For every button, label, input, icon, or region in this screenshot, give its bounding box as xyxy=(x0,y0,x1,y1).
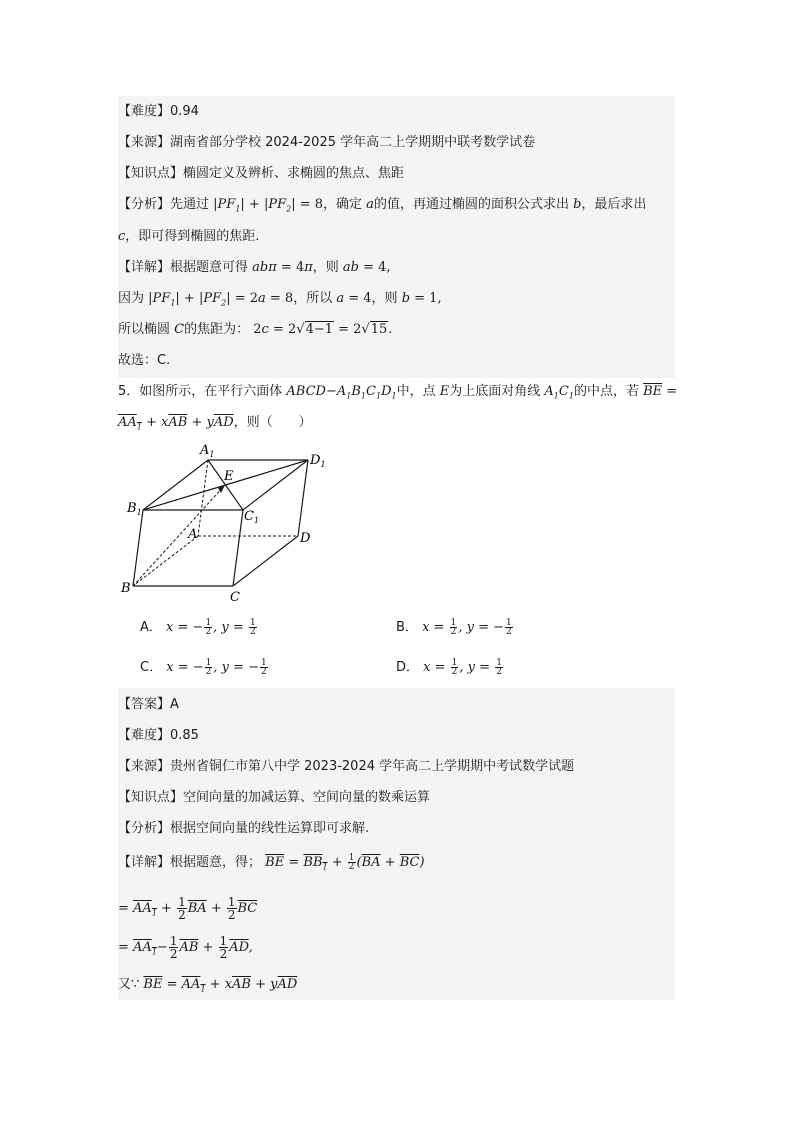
answer-detail-line3: = $AA_1-$ $\frac{1}{2}$ $\overline{AB}$ + $\frac{1}{2}$ $\overline{AD}$, xyxy=(118,934,253,961)
answer-source: 【来源】贵州省铜仁市第八中学 2023-2024 学年高二上学期期中考试数学试题 xyxy=(118,759,575,774)
question-line1: 5．如图所示，在平行六面体 $ABCD-A_1B_1C_1D_1$中，点 E为上底面对角线 $A_1C_1$的中点，若 $\overline{BE}$ = xyxy=(118,384,678,401)
prev-choice: 故选：C. xyxy=(118,353,171,368)
answer-detail-line4: 又∵ $\overline{BE} = AA_1 + x\overline{AB} + y\overline{AD}$ xyxy=(118,977,298,994)
option-d[interactable]: D． x = $\frac{1}{2}$ , y = $\frac{1}{2}$ xyxy=(396,658,502,677)
answer-block xyxy=(118,688,675,1000)
label-A1: $A_1$ xyxy=(200,443,215,459)
label-C1: $C_1$ xyxy=(244,509,260,525)
prev-analysis-line1: 【分析】先通过 $|PF_1| + |PF_2| = 8$，确定 a的值，再通过椭圆的面积公式求出 b，最后求出 xyxy=(118,197,647,214)
prev-solution-block xyxy=(118,96,675,378)
answer-knowledge: 【知识点】空间向量的加减运算、空间向量的数乘运算 xyxy=(118,790,431,805)
option-b[interactable]: B． x = $\frac{1}{2}$ , y = − $\frac{1}{2}$ xyxy=(396,618,512,637)
label-D: D xyxy=(300,531,311,546)
prev-because-line: 因为 $|PF_1| + |PF_2| = 2a = 8$，所以 a = 4，则 b = 1, xyxy=(118,291,442,308)
prev-analysis-line2: c，即可得到椭圆的焦距. xyxy=(118,229,260,244)
prev-source: 【来源】湖南省部分学校 2024-2025 学年高二上学期期中联考数学试卷 xyxy=(118,135,536,150)
label-B: B xyxy=(121,581,131,596)
prev-so-line: 所以椭圆 C的焦距为： 2c = 2√4−1 = 2√15. xyxy=(118,322,393,337)
label-B1: $B_1$ xyxy=(127,501,142,517)
answer-analysis: 【分析】根据空间向量的线性运算即可求解. xyxy=(118,821,370,836)
answer-detail-line1: 【详解】根据题意，得； $\overline{BE} = BB_1$ + $\frac{1}{2}$ $(\overline{BA} + \overline{BC})$ xyxy=(118,853,425,872)
answer-detail-line2: = $AA_1$ + $\frac{1}{2}$ $\overline{BA}$ + $\frac{1}{2}$ $\overline{BC}$ xyxy=(118,895,258,922)
label-D1: $D_1$ xyxy=(310,453,326,469)
parallelepiped-figure xyxy=(118,438,338,608)
answer-difficulty: 【难度】0.85 xyxy=(118,728,199,743)
prev-knowledge: 【知识点】椭圆定义及辨析、求椭圆的焦点、焦距 xyxy=(118,166,405,181)
question-line2: $AA_1 + x\overline{AB} + y\overline{AD}$，则（ ） xyxy=(118,415,312,432)
prev-difficulty: 【难度】0.94 xyxy=(118,104,199,119)
option-c[interactable]: C． x = − $\frac{1}{2}$ , y = − $\frac{1}{2}$ xyxy=(140,658,267,677)
prev-detail-line: 【详解】根据题意可得 abπ = 4π，则 ab = 4, xyxy=(118,260,391,275)
option-a[interactable]: A． x = − $\frac{1}{2}$ , y = $\frac{1}{2}$ xyxy=(140,618,256,637)
label-E: E xyxy=(224,469,234,484)
label-A: A xyxy=(188,527,198,542)
answer-line: 【答案】A xyxy=(118,697,179,712)
label-C: C xyxy=(230,590,240,605)
